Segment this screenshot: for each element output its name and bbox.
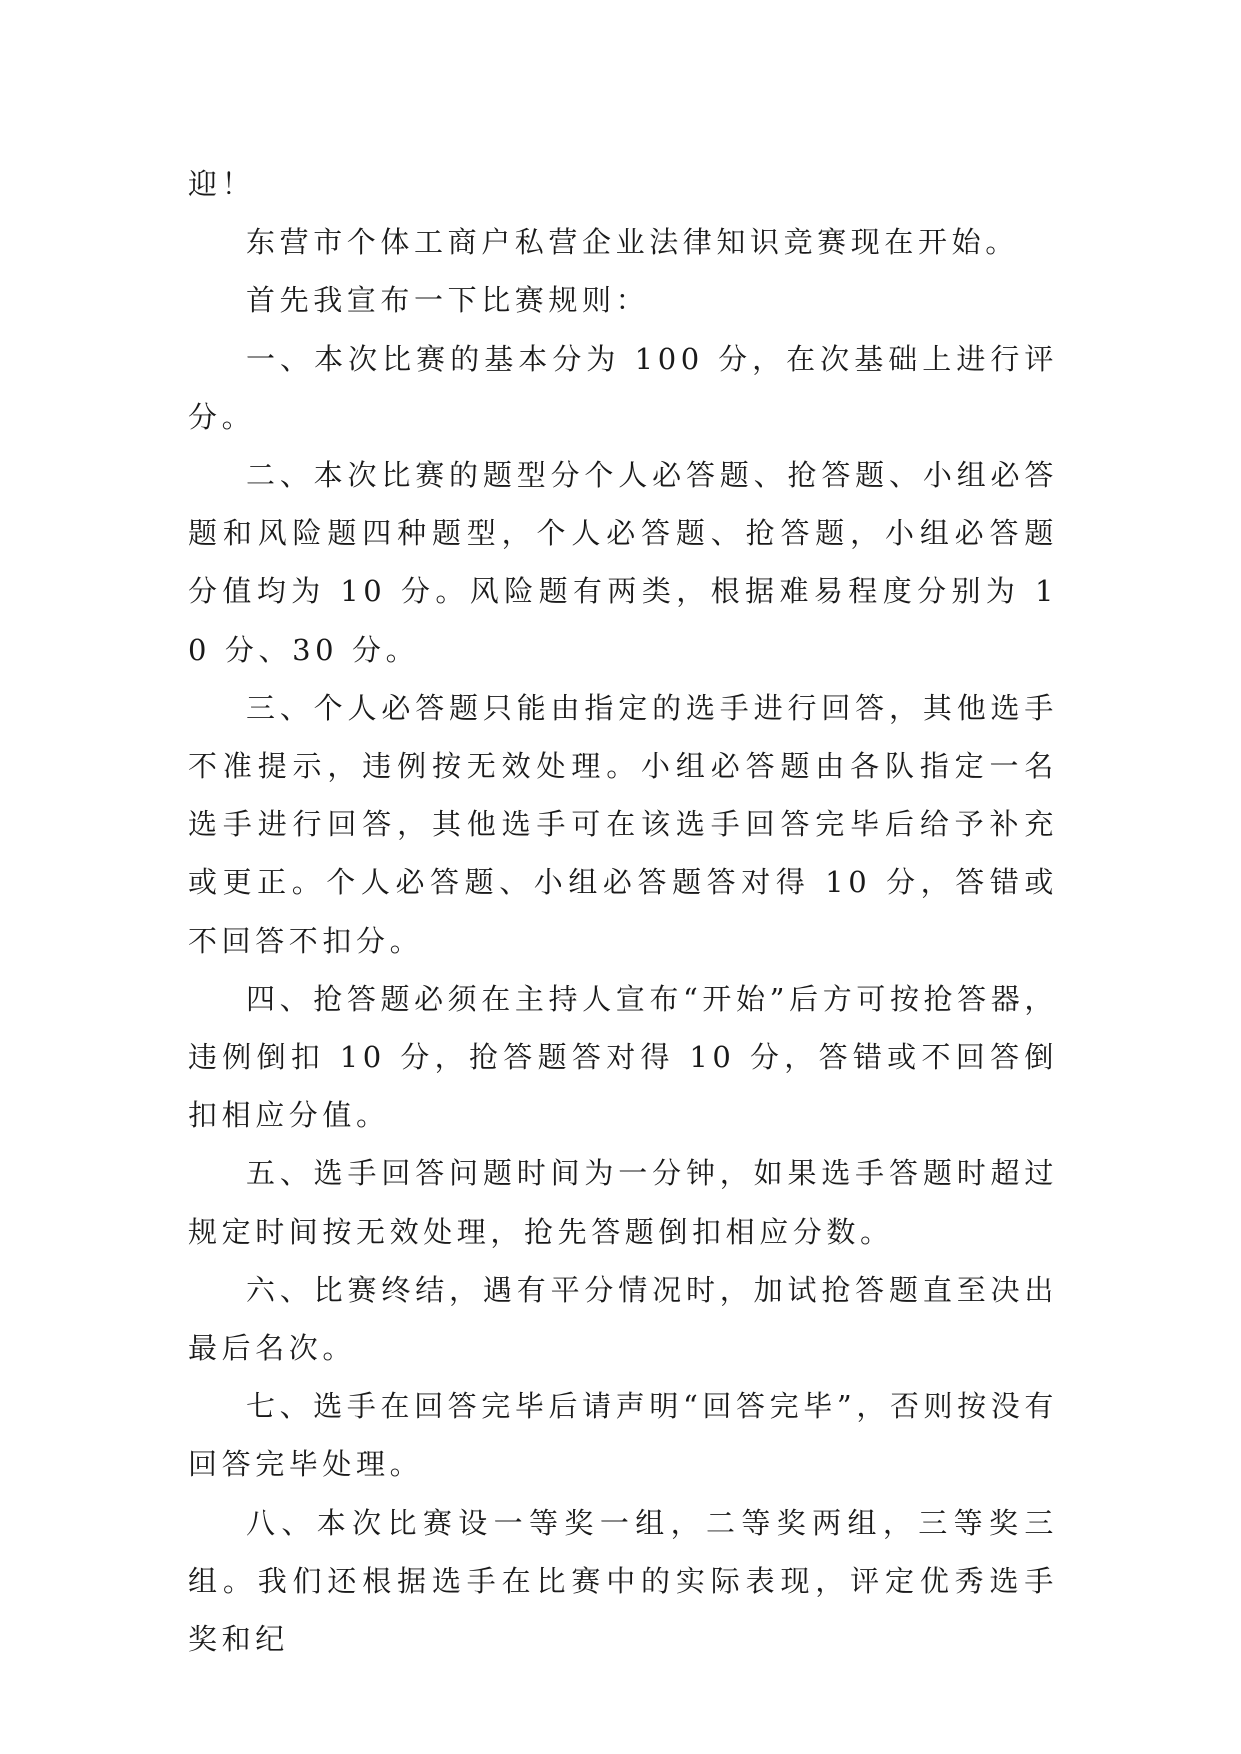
paragraph-rule-7: 七、选手在回答完毕后请声明“回答完毕”，否则按没有回答完毕处理。 <box>188 1389 1058 1482</box>
paragraph-rules-intro: 首先我宣布一下比赛规则： <box>246 283 650 318</box>
paragraph-rule-6: 六、比赛终结，遇有平分情况时，加试抢答题直至决出最后名次。 <box>188 1272 1058 1366</box>
paragraph-rule-8: 八、本次比赛设一等奖一组，二等奖两组，三等奖三组。我们还根据选手在比赛中的实际表现，评定优秀选手奖和纪 <box>188 1505 1058 1657</box>
paragraph-rule-4: 四、抢答题必须在主持人宣布“开始”后方可按抢答器，违例倒扣 10 分，抢答题答对得 10 分，答错或不回答倒扣相应分值。 <box>188 981 1058 1133</box>
document-body <box>188 155 1058 1668</box>
paragraph-opening: 东营市个体工商户私营企业法律知识竞赛现在开始。 <box>246 225 1019 260</box>
paragraph-rule-5: 五、选手回答问题时间为一分钟，如果选手答题时超过规定时间按无效处理，抢先答题倒扣相应分数。 <box>188 1156 1058 1249</box>
paragraph-rule-3: 三、个人必答题只能由指定的选手进行回答，其他选手不准提示，违例按无效处理。小组必答题由各队指定一名选手进行回答，其他选手可在该选手回答完毕后给予补充或更正。个人必答题、小组必答题答对得 10 分，答错或不回答不扣分。 <box>188 690 1058 958</box>
paragraph-rule-1: 一、本次比赛的基本分为 100 分，在次基础上进行评分。 <box>188 341 1058 434</box>
paragraph-continuation: 迎！ <box>188 167 256 201</box>
paragraph-rule-2: 二、本次比赛的题型分个人必答题、抢答题、小组必答题和风险题四种题型，个人必答题、抢答题，小组必答题分值均为 10 分。风险题有两类，根据难易程度分别为 10 分、30 分。 <box>188 458 1058 667</box>
